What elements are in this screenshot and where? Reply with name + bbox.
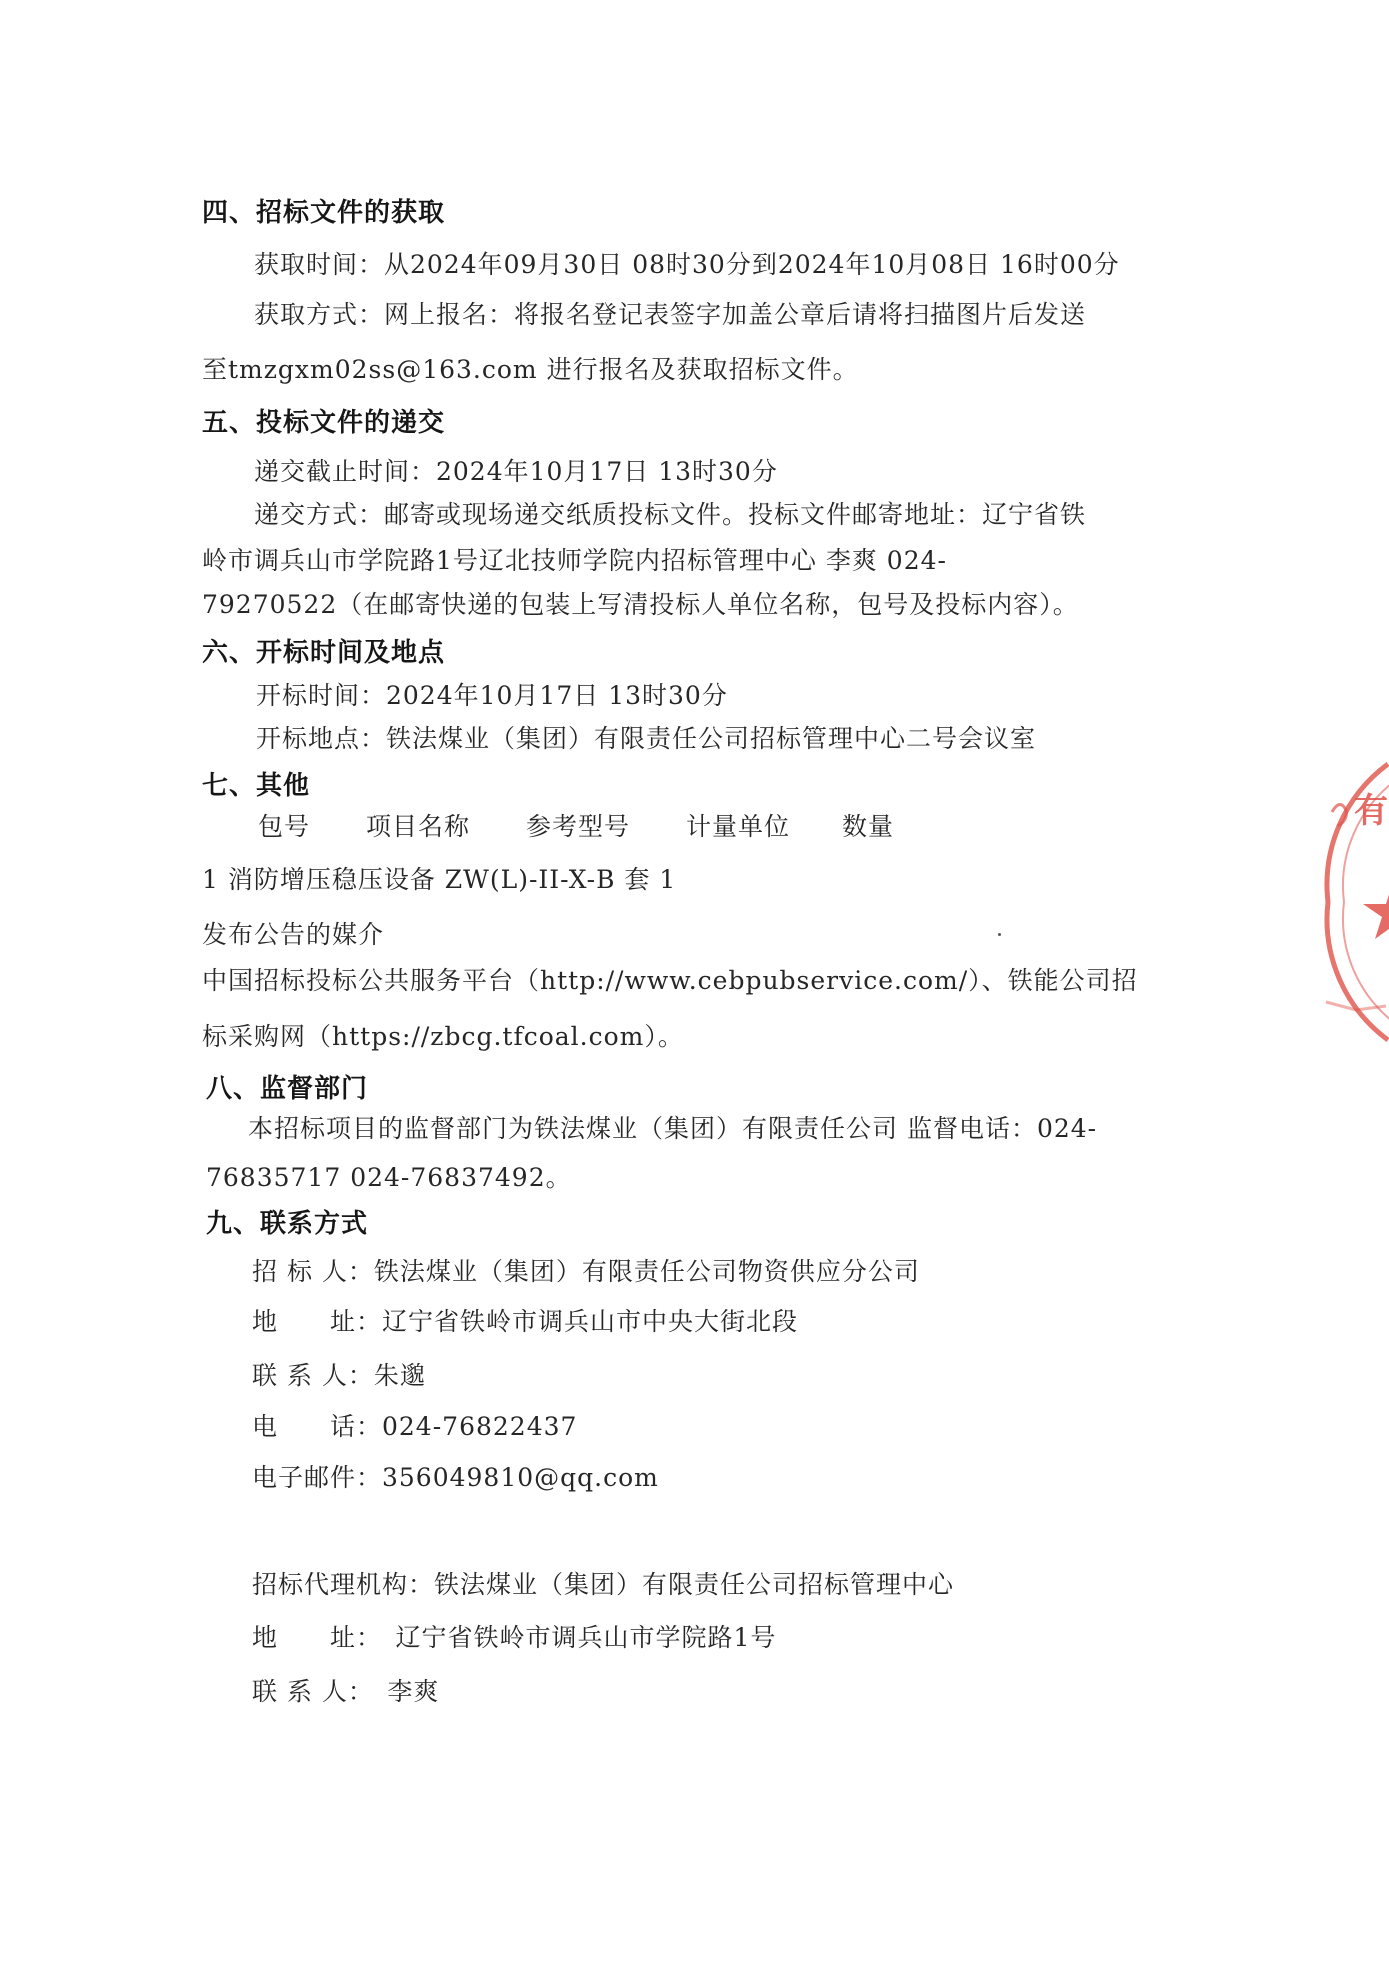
table-header-unit: 计量单位 [686, 812, 791, 841]
media-line1: 中国招标投标公共服务平台（http://www.cebpubservice.com/）、铁能公司招 [202, 966, 1138, 995]
section-8-heading: 八、监督部门 [206, 1074, 369, 1104]
table-row: 1 消防增压稳压设备 ZW(L)-II-X-B 套 1 [202, 865, 677, 894]
official-seal [1318, 752, 1389, 1042]
tenderer: 招 标 人：铁法煤业（集团）有限责任公司物资供应分公司 [252, 1257, 920, 1286]
scan-dot [998, 933, 1001, 936]
section-9-heading: 九、联系方式 [206, 1209, 369, 1239]
table-header-package: 包号 [258, 812, 311, 841]
tenderer-contact: 联 系 人：朱邈 [252, 1361, 426, 1390]
section-4-method-line1: 获取方式：网上报名：将报名登记表签字加盖公章后请将扫描图片后发送 [254, 300, 1087, 329]
section-6-heading: 六、开标时间及地点 [202, 638, 446, 668]
tenderer-address: 地 址：辽宁省铁岭市调兵山市中央大街北段 [252, 1307, 799, 1336]
section-4-method-line2: 至tmzgxm02ss@163.com 进行报名及获取招标文件。 [202, 355, 859, 384]
seal-text: 有 [1354, 791, 1388, 831]
section-5-deadline: 递交截止时间：2024年10月17日 13时30分 [254, 457, 778, 486]
agency-contact: 联 系 人： 李爽 [252, 1677, 440, 1706]
tenderer-email: 电子邮件：356049810@qq.com [252, 1463, 659, 1492]
section-6-time: 开标时间：2024年10月17日 13时30分 [256, 681, 728, 710]
table-header-quantity: 数量 [842, 812, 895, 841]
table-header-model: 参考型号 [526, 812, 631, 841]
agency-address: 地 址： 辽宁省铁岭市调兵山市学院路1号 [252, 1623, 777, 1652]
section-4-time: 获取时间：从2024年09月30日 08时30分到2024年10月08日 16时00分 [254, 250, 1120, 279]
section-7-heading: 七、其他 [202, 771, 311, 801]
media-line2: 标采购网（https://zbcg.tfcoal.com）。 [202, 1022, 684, 1051]
section-4-heading: 四、招标文件的获取 [202, 198, 446, 228]
section-8-text-line2: 76835717 024-76837492。 [206, 1163, 572, 1192]
section-6-place: 开标地点：铁法煤业（集团）有限责任公司招标管理中心二号会议室 [256, 724, 1037, 753]
section-5-method-line3: 79270522（在邮寄快递的包装上写清投标人单位名称，包号及投标内容）。 [202, 590, 1079, 619]
media-title: 发布公告的媒介 [202, 920, 385, 949]
section-5-heading: 五、投标文件的递交 [202, 408, 446, 438]
tenderer-phone: 电 话：024-76822437 [252, 1412, 578, 1441]
section-5-method-line2: 岭市调兵山市学院路1号辽北技师学院内招标管理中心 李爽 024- [202, 546, 947, 575]
table-header-item-name: 项目名称 [366, 812, 471, 841]
section-5-method-line1: 递交方式：邮寄或现场递交纸质投标文件。投标文件邮寄地址：辽宁省铁 [254, 500, 1087, 529]
section-8-text-line1: 本招标项目的监督部门为铁法煤业（集团）有限责任公司 监督电话：024- [248, 1114, 1098, 1143]
agency: 招标代理机构：铁法煤业（集团）有限责任公司招标管理中心 [252, 1570, 955, 1599]
